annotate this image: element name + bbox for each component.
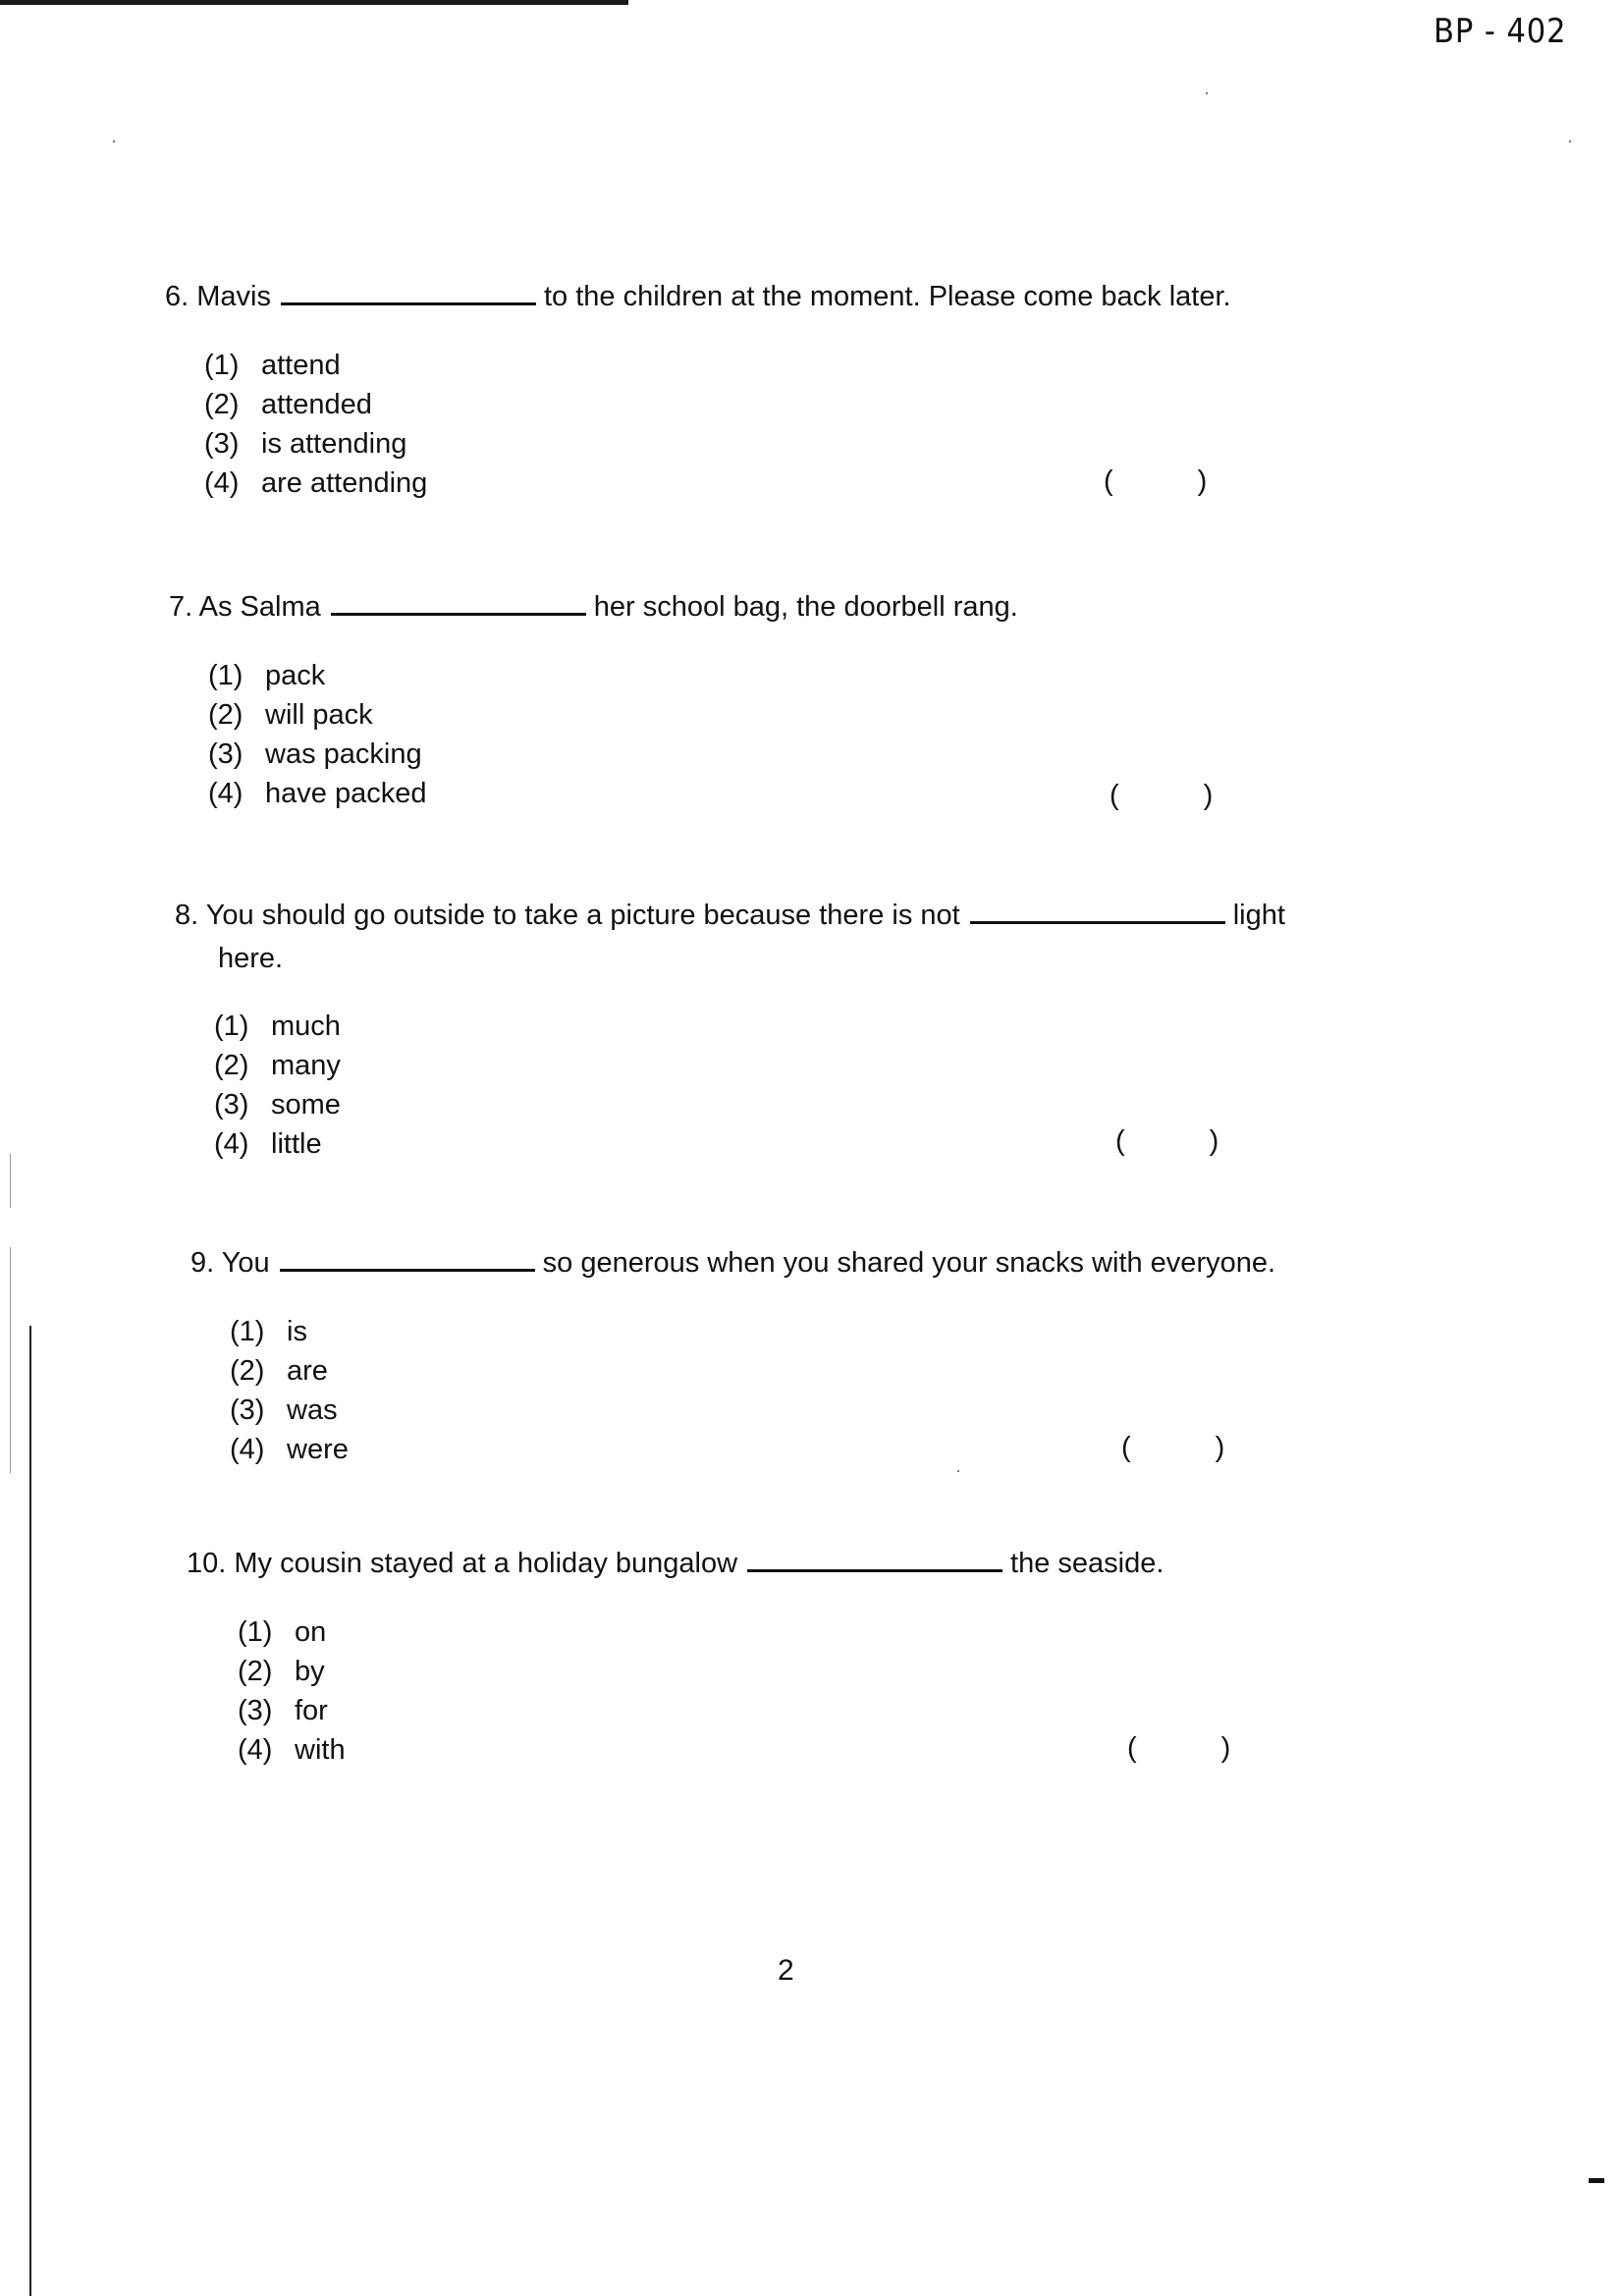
question-stem <box>165 279 1231 316</box>
question-text-after: her school bag, the doorbell rang. <box>593 591 1018 623</box>
question-9 <box>190 1245 1275 1469</box>
scan-speck <box>1569 140 1571 142</box>
option-2: (2) are <box>230 1354 328 1387</box>
option-3: (3) was <box>230 1394 338 1426</box>
margin-tick <box>10 1154 11 1208</box>
option-3: (3) some <box>214 1089 341 1121</box>
question-6 <box>165 279 1231 503</box>
question-text-before: As Salma <box>198 591 321 623</box>
options-list <box>190 1312 1275 1469</box>
question-text-before: My cousin stayed at a holiday bungalow <box>234 1548 738 1579</box>
question-8 <box>175 898 1285 1164</box>
question-stem <box>175 898 1285 935</box>
option-3: (3) is attending <box>204 427 407 460</box>
question-text-before: You <box>221 1247 270 1279</box>
option-1: (1) pack <box>208 659 326 691</box>
options-list <box>169 656 1018 813</box>
answer-blank <box>747 1548 1002 1572</box>
answer-brackets: ( ) <box>1115 1125 1219 1157</box>
margin-tick <box>10 1247 11 1473</box>
question-stem <box>190 1245 1275 1283</box>
option-4: (4) have packed <box>208 777 427 809</box>
question-7 <box>169 589 1018 813</box>
options-list <box>187 1613 1164 1770</box>
question-number: 9. <box>190 1247 215 1279</box>
scan-speck <box>113 140 115 142</box>
question-text-after: to the children at the moment. Please come back later. <box>543 281 1231 312</box>
option-4: (4) were <box>230 1433 349 1465</box>
answer-blank <box>331 591 586 616</box>
document-code: BP - 402 <box>1434 12 1567 51</box>
option-2: (2) attended <box>204 388 372 420</box>
question-text-after: the seaside. <box>1010 1548 1164 1579</box>
question-number: 8. <box>175 900 199 931</box>
option-1: (1) much <box>214 1011 341 1043</box>
left-margin-line <box>29 1326 31 2296</box>
question-stem <box>169 589 1018 627</box>
option-3: (3) was packing <box>208 738 422 770</box>
option-4: (4) with <box>238 1733 346 1766</box>
page-number: 2 <box>778 1954 794 1987</box>
options-list <box>165 346 1231 503</box>
answer-brackets: ( ) <box>1104 465 1208 497</box>
option-3: (3) for <box>238 1694 328 1726</box>
question-text-before: Mavis <box>196 281 271 312</box>
answer-brackets: ( ) <box>1121 1432 1225 1463</box>
question-continuation: here. <box>218 942 284 974</box>
option-4: (4) are attending <box>204 466 428 499</box>
option-1: (1) attend <box>204 349 341 381</box>
option-1: (1) on <box>238 1615 327 1648</box>
answer-blank <box>280 1247 535 1272</box>
question-text-after: so generous when you shared your snacks with everyone. <box>542 1247 1276 1279</box>
question-text-before: You should go outside to take a picture because there is not <box>205 900 960 931</box>
answer-blank <box>281 281 536 305</box>
edge-dash <box>1589 2178 1604 2183</box>
answer-brackets: ( ) <box>1110 780 1214 811</box>
scan-speck <box>957 1470 959 1472</box>
question-text-after: light <box>1232 900 1285 931</box>
option-2: (2) many <box>214 1050 341 1082</box>
scan-speck <box>1206 92 1208 94</box>
question-number: 10. <box>187 1548 227 1579</box>
question-number: 6. <box>165 281 189 312</box>
question-stem <box>187 1546 1164 1583</box>
question-number: 7. <box>169 591 193 623</box>
option-1: (1) is <box>230 1315 307 1347</box>
answer-blank <box>970 900 1225 924</box>
option-2: (2) will pack <box>208 698 373 731</box>
option-4: (4) little <box>214 1128 322 1161</box>
answer-brackets: ( ) <box>1127 1732 1231 1764</box>
question-10 <box>187 1546 1164 1770</box>
top-rule <box>0 0 628 5</box>
option-2: (2) by <box>238 1655 325 1687</box>
